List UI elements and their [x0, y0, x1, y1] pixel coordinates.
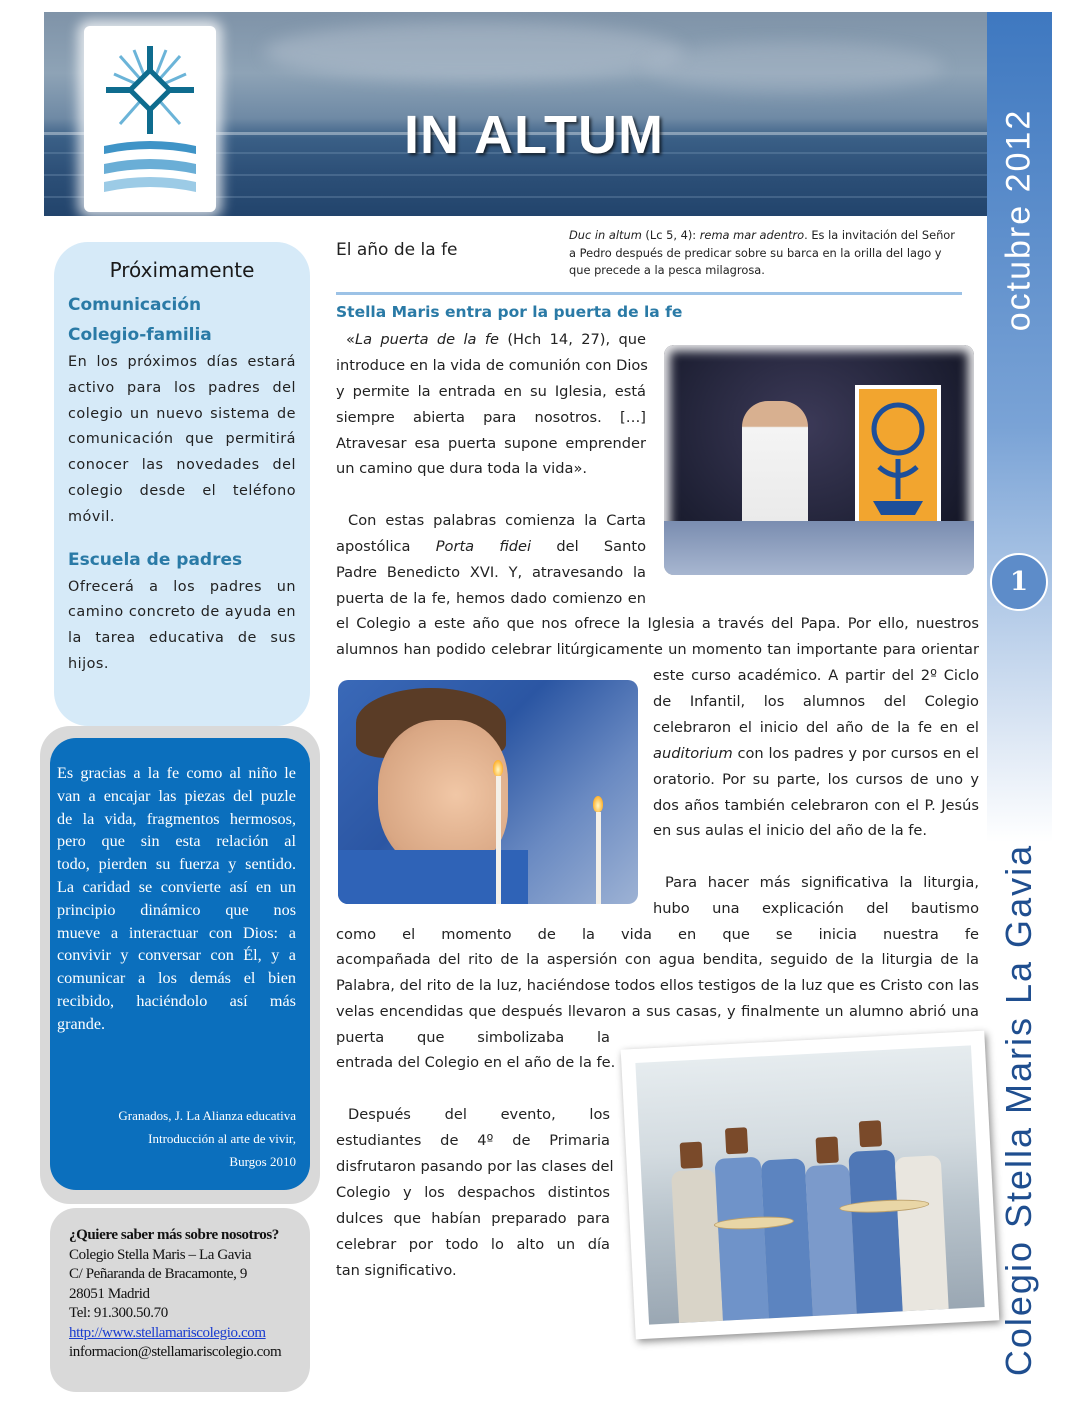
- photo-students-sweets-image: [635, 1045, 984, 1324]
- year-of-faith-banner: [855, 385, 941, 540]
- body-line: puerta que simbolizaba la: [336, 1029, 610, 1046]
- body-line: Para hacer más significativa la liturgia,: [665, 874, 979, 891]
- photo-priest-preaching: [664, 345, 974, 575]
- item1-line: conocer las novedades del: [68, 457, 296, 474]
- intro-quote: rema mar adentro: [699, 228, 805, 242]
- body-line: Palabra, del rito de la luz, haciéndose todos ellos testigos de la luz que es Cristo con las: [336, 977, 979, 994]
- quote-line: mueve a interactuar con Dios: a: [57, 923, 296, 942]
- newsletter-title: IN ALTUM: [404, 105, 664, 165]
- quote-line: Es gracias a la fe como al niño le: [57, 764, 296, 782]
- body-line: «La puerta de la fe (Hch 14, 27), que: [346, 331, 646, 348]
- proximamente-box: [54, 242, 310, 726]
- item1-line: móvil.: [68, 508, 115, 525]
- boy-face: [378, 720, 508, 870]
- body-line: el Colegio a este año que nos ofrece la Iglesia a través del Papa. Por ello, nuestros: [336, 615, 979, 632]
- photo-students-sweets: [621, 1031, 1000, 1340]
- body-line: como el momento de la vida en que se inicia nuestra fe: [336, 926, 979, 943]
- banner-emblem-icon: [859, 389, 937, 536]
- contact-box: [50, 1208, 310, 1392]
- student: [805, 1164, 857, 1316]
- body-line: alumnos han podido celebrar litúrgicamente un momento tan importante para orientar: [336, 641, 979, 658]
- body-line: Atravesar esa puerta supone emprender: [336, 435, 646, 452]
- section-title: Stella Maris entra por la puerta de la fe: [336, 303, 683, 321]
- intro-line: que precede a la pesca milagrosa.: [569, 263, 765, 277]
- audience: [664, 521, 974, 575]
- body-line: siempre abierta para nosotros. […]: [336, 409, 646, 426]
- quote-line: recibido, haciéndolo así más: [57, 991, 296, 1010]
- intro-note: [569, 227, 967, 280]
- body-line: celebraron el inicio del año de la fe en el: [653, 719, 979, 736]
- intro-ref: Duc in altum: [569, 228, 642, 242]
- body-line: dulces que habían preparado para: [336, 1210, 610, 1227]
- body-line: Padre Benedicto XVI. Y, atravesando la: [336, 564, 646, 581]
- citation-line: Introducción al arte de vivir,: [148, 1130, 296, 1146]
- page-number: 1: [990, 553, 1048, 611]
- item2-line: hijos.: [68, 655, 109, 672]
- body-line: introduce en la vida de comunión con Dios: [336, 357, 648, 374]
- header-banner: [44, 12, 987, 216]
- item1-title-line1: Comunicación: [68, 295, 202, 315]
- body-line: este curso académico. A partir del 2º Ciclo: [653, 667, 979, 684]
- student-hat: [725, 1127, 748, 1154]
- contact-school-name: Colegio Stella Maris – La Gavia: [69, 1246, 252, 1263]
- student-hat: [816, 1136, 839, 1163]
- student: [895, 1155, 949, 1311]
- banner-cloud: [264, 22, 684, 82]
- body-line: acompañada del rito de la aspersión con agua bendita, seguido de la liturgia de la: [336, 951, 979, 968]
- item2-title: Escuela de padres: [68, 549, 243, 570]
- intro-cite: (Lc 5, 4):: [641, 228, 700, 242]
- priest-figure: [742, 401, 808, 541]
- body-line: de Infantil, los alumnos del Colegio: [653, 693, 979, 710]
- quote-line: La caridad se convierte así en un: [57, 877, 296, 896]
- quote-line: comunicar a los demás el bien: [57, 969, 296, 988]
- quote-line: todo, pierden su fuerza y sentido.: [57, 855, 296, 874]
- quote-line: principio dinámico que nos: [57, 900, 296, 919]
- school-logo: [84, 26, 216, 212]
- banner-cloud: [644, 42, 944, 92]
- item2-line: la tarea educativa de sus: [68, 630, 296, 647]
- item1-line: activo para los padres del: [68, 379, 296, 396]
- body-line: y permite la entrada en su Iglesia, está: [336, 383, 646, 400]
- quote-line: grande.: [57, 1014, 106, 1033]
- student-hat: [680, 1142, 703, 1169]
- quote-line: van a encajar las piezas del puzle: [57, 786, 296, 805]
- candle-flame: [593, 796, 603, 812]
- citation-line: Granados, J. La Alianza educativa: [118, 1107, 296, 1123]
- citation-line: Burgos 2010: [229, 1153, 296, 1169]
- candle-flame: [493, 760, 503, 776]
- body-line: un camino que dura toda la vida».: [336, 460, 588, 477]
- article-subhead: El año de la fe: [336, 240, 458, 260]
- item1-line: comunicación que permitirá: [68, 431, 296, 448]
- website-link[interactable]: http://www.stellamariscolegio.com: [69, 1324, 266, 1341]
- section-divider: [336, 292, 962, 295]
- body-line: dos años también celebraron con el P. Jesús: [653, 797, 979, 814]
- photo-boy-candle: [338, 680, 638, 904]
- body-line: hubo una explicación del bautismo: [653, 900, 979, 917]
- school-name-vertical: Colegio Stella Maris La Gavia: [998, 843, 1039, 1377]
- contact-phone: Tel: 91.300.50.70: [69, 1305, 168, 1321]
- item1-title-line2: Colegio-familia: [68, 325, 212, 345]
- issue-date: octubre 2012: [999, 108, 1038, 332]
- quote-citation: [57, 1104, 296, 1173]
- body-line: auditorium con los padres y por cursos en el: [653, 745, 979, 762]
- intro-rest: . Es la invitación del Señor: [804, 228, 955, 242]
- student: [671, 1169, 723, 1323]
- quote-line: de la vida, fragmentos hermosos,: [57, 809, 296, 828]
- item2-line: camino concreto de ayuda en: [68, 604, 296, 621]
- student-hat: [859, 1120, 882, 1147]
- candle: [596, 812, 601, 904]
- item1-line: colegio un nuevo sistema de: [68, 405, 296, 422]
- item2-line: Ofrecerá a los padres un: [68, 578, 296, 595]
- school-logo-icon: [84, 26, 216, 212]
- item1-line: En los próximos días estará: [68, 354, 296, 370]
- quote-line: pero que sin esta relación al: [57, 832, 296, 851]
- body-line: en sus aulas el inicio del año de la fe.: [653, 822, 928, 839]
- body-line: apostólica Porta fidei del Santo: [336, 538, 646, 555]
- body-line: estudiantes de 4º de Primaria: [336, 1132, 610, 1149]
- body-line: velas encendidas que después llevaron a sus casas, y finalmente un alumno abrió una: [336, 1003, 979, 1020]
- candle: [496, 776, 501, 904]
- body-line: Colegio y los despachos distintos: [336, 1184, 610, 1201]
- quote-box: [50, 738, 310, 1190]
- body-line: Con estas palabras comienza la Carta: [348, 512, 646, 529]
- contact-heading: ¿Quiere saber más sobre nosotros?: [69, 1227, 279, 1243]
- contact-address: C/ Peñaranda de Bracamonte, 9: [69, 1266, 247, 1282]
- body-line: disfrutaron pasando por las clases del: [336, 1158, 614, 1175]
- body-line: celebrar por todo lo alto un día: [336, 1236, 610, 1253]
- item1-line: colegio desde el teléfono: [68, 482, 296, 499]
- intro-line: a Pedro después de predicar sobre su barca en la orilla del lago y: [569, 245, 942, 260]
- body-line: oratorio. Por su parte, los cursos de uno y: [653, 771, 979, 788]
- contact-city: 28051 Madrid: [69, 1285, 150, 1302]
- body-line: Después del evento, los: [348, 1106, 610, 1123]
- contact-email[interactable]: informacion@stellamariscolegio.com: [69, 1344, 282, 1360]
- body-line: tan significativo.: [336, 1262, 457, 1279]
- body-line: entrada del Colegio en el año de la fe.: [336, 1054, 616, 1071]
- proximamente-heading: Próximamente: [109, 258, 255, 282]
- body-line: puerta de la fe, hemos dado comienzo en: [336, 590, 646, 607]
- quote-line: convivir y conversar con Él, y a: [57, 946, 296, 965]
